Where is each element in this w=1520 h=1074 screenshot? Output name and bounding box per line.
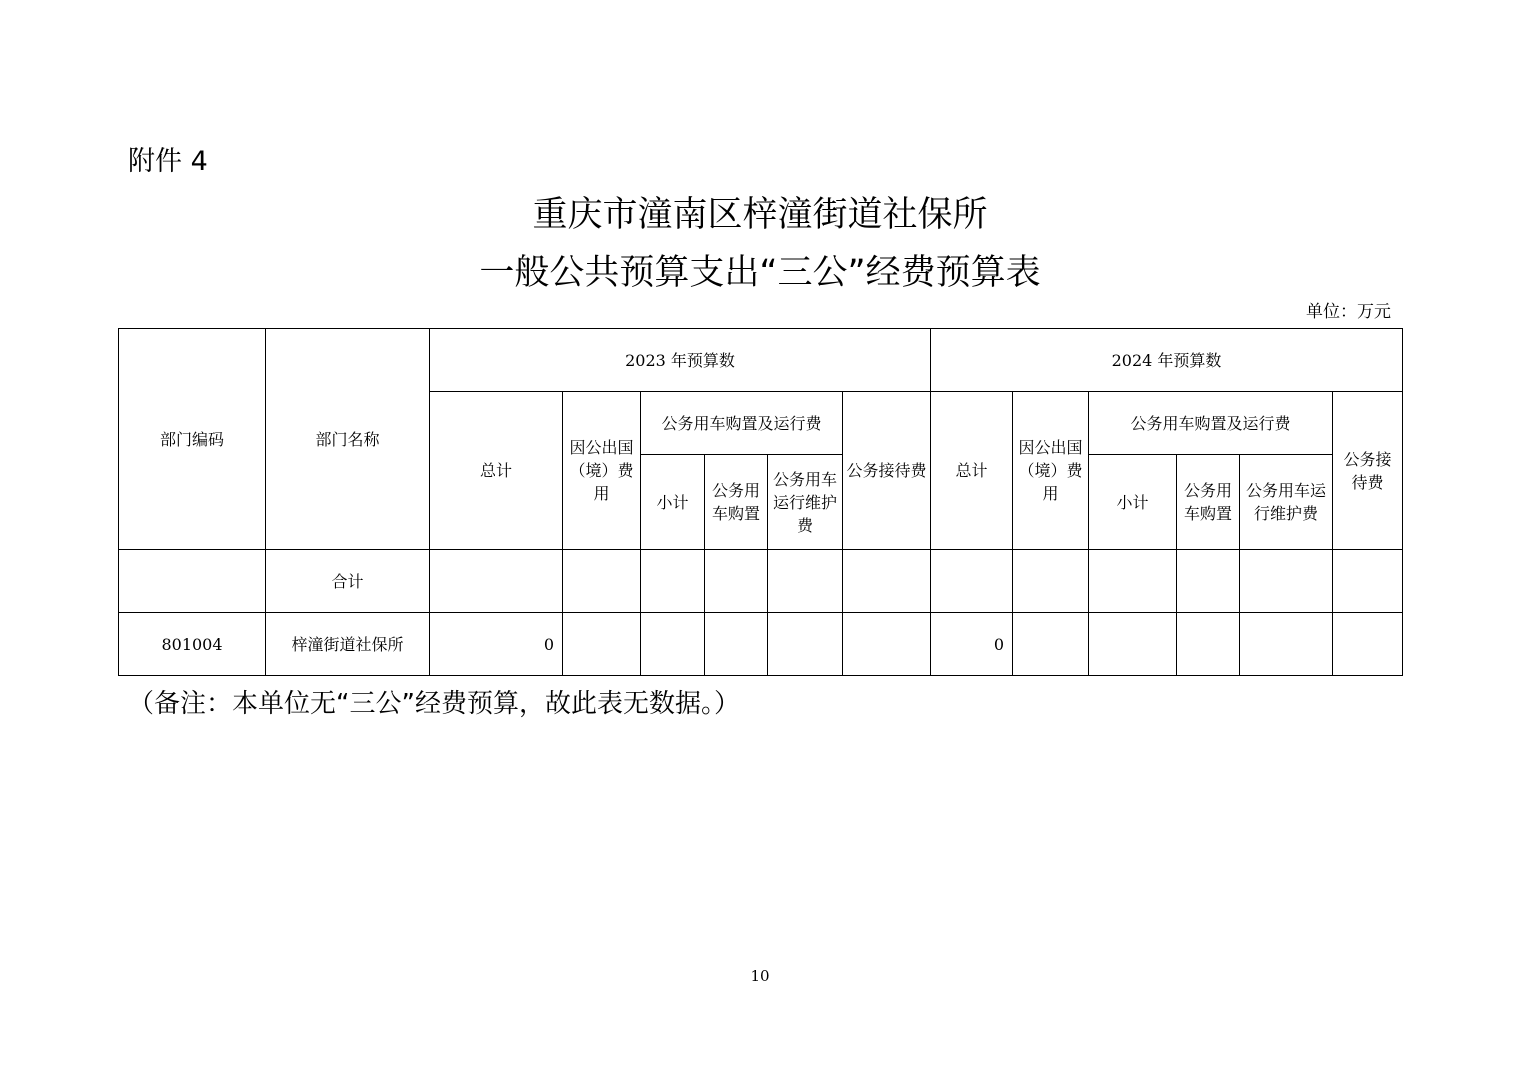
header-abroad-2023: 因公出国（境）费用 xyxy=(563,392,641,550)
header-vehicle-maint-2023: 公务用车运行维护费 xyxy=(768,455,843,550)
header-vehicle-2024: 公务用车购置及运行费 xyxy=(1089,392,1333,455)
page-number: 10 xyxy=(750,967,770,985)
cell-code xyxy=(119,550,266,613)
header-vehicle-purchase-2024: 公务用车购置 xyxy=(1177,455,1240,550)
header-dept-name: 部门名称 xyxy=(266,329,430,550)
header-reception-2024: 公务接待费 xyxy=(1333,392,1403,550)
page-title-line1: 重庆市潼南区梓潼街道社保所 xyxy=(532,195,988,235)
budget-table xyxy=(118,328,1403,676)
header-reception-2023: 公务接待费 xyxy=(843,392,931,550)
header-vehicle-purchase-2023: 公务用车购置 xyxy=(705,455,768,550)
header-vehicle-2023: 公务用车购置及运行费 xyxy=(641,392,843,455)
table-row xyxy=(119,550,1403,613)
header-total-2024: 总计 xyxy=(931,392,1013,550)
cell-total-2024 xyxy=(931,550,1013,613)
cell-total-2023 xyxy=(430,550,563,613)
table-row xyxy=(119,613,1403,676)
header-subtotal-2024: 小计 xyxy=(1089,455,1177,550)
header-total-2023: 总计 xyxy=(430,392,563,550)
cell-total-2024: 0 xyxy=(931,613,1013,676)
cell-name: 梓潼街道社保所 xyxy=(266,613,430,676)
header-dept-code: 部门编码 xyxy=(119,329,266,550)
unit-label: 单位：万元 xyxy=(1306,302,1391,322)
header-subtotal-2023: 小计 xyxy=(641,455,705,550)
header-vehicle-maint-2024: 公务用车运行维护费 xyxy=(1240,455,1333,550)
cell-total-2023: 0 xyxy=(430,613,563,676)
header-year-2024: 2024 年预算数 xyxy=(931,329,1403,392)
header-year-2023: 2023 年预算数 xyxy=(430,329,931,392)
table-note: （备注：本单位无“三公”经费预算，故此表无数据。） xyxy=(128,689,740,719)
page-title-line2: 一般公共预算支出“三公”经费预算表 xyxy=(479,253,1041,293)
cell-code: 801004 xyxy=(119,613,266,676)
header-abroad-2024: 因公出国（境）费用 xyxy=(1013,392,1089,550)
cell-name: 合计 xyxy=(266,550,430,613)
attachment-label: 附件 4 xyxy=(128,146,208,177)
